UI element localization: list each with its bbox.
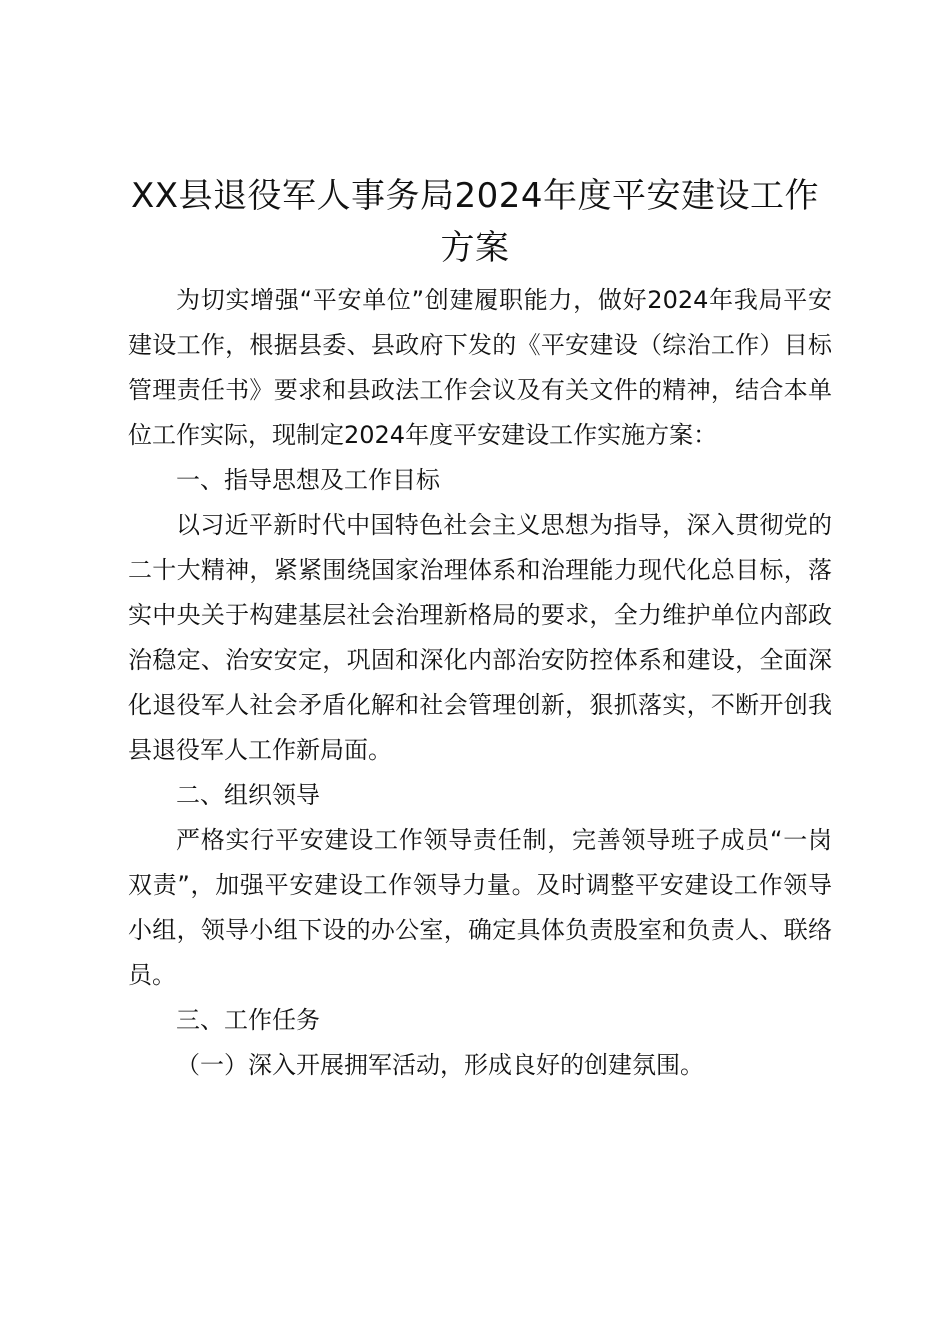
intro-paragraph: 为切实增强“平安单位”创建履职能力，做好2024年我局平安建设工作，根据县委、县政府下发的《平安建设（综治工作）目标管理责任书》要求和县政法工作会议及有关文件的精神，结合本单位工作实际，现制定2024年度平安建设工作实施方案： [128, 286, 832, 449]
document-body [128, 278, 832, 1088]
task-item-1: （一）深入开展拥军活动，形成良好的创建氛围。 [176, 1051, 704, 1079]
section-heading-organization: 二、组织领导 [176, 781, 320, 809]
section-heading-tasks: 三、工作任务 [176, 1006, 320, 1034]
section-text-guiding-ideology: 以习近平新时代中国特色社会主义思想为指导，深入贯彻党的二十大精神，紧紧围绕国家治理体系和治理能力现代化总目标，落实中央关于构建基层社会治理新格局的要求，全力维护单位内部政治稳定、治安安定，巩固和深化内部治安防控体系和建设，全面深化退役军人社会矛盾化解和社会管理创新，狠抓落实，不断开创我县退役军人工作新局面。 [128, 511, 832, 764]
section-heading-guiding-ideology: 一、指导思想及工作目标 [176, 466, 440, 494]
document-title: XX县退役军人事务局2024年度平安建设工作方案 [130, 176, 820, 268]
section-text-organization: 严格实行平安建设工作领导责任制，完善领导班子成员“一岗双责”，加强平安建设工作领导力量。及时调整平安建设工作领导小组，领导小组下设的办公室，确定具体负责股室和负责人、联络员。 [128, 826, 832, 989]
